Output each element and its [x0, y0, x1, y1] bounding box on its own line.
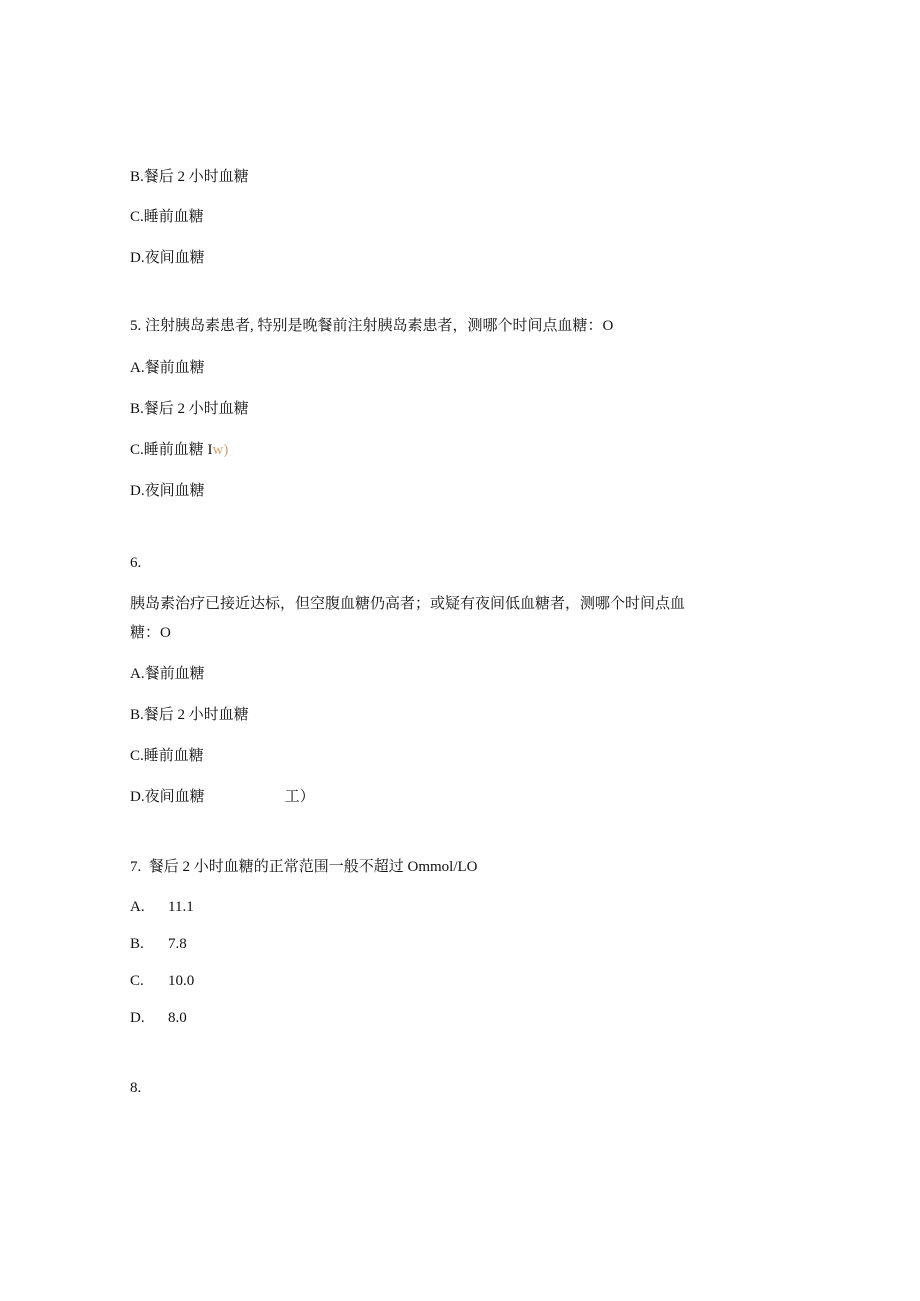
- q7-option-a: [130, 897, 194, 917]
- q5-handwritten-mark: w): [212, 442, 229, 458]
- q5-option-c-text: C.睡前血糖 I: [130, 442, 213, 458]
- q6-stem-line2: 糖：O: [130, 625, 171, 641]
- q7-option-c-value: 10.0: [168, 973, 195, 989]
- q7-option-d-letter: D.: [130, 1010, 145, 1026]
- q6-option-c: C.睡前血糖: [130, 748, 204, 764]
- q7-option-c-letter: C.: [130, 973, 144, 989]
- q7-stem: 7. 餐后 2 小时血糖的正常范围一般不超过 Ommol/LO: [130, 859, 478, 875]
- q5-option-a: A.餐前血糖: [130, 360, 205, 376]
- q6-option-a: A.餐前血糖: [130, 666, 205, 682]
- q7-option-b: [130, 934, 187, 954]
- q6-mark: 工）: [284, 789, 315, 805]
- q6-option-b: B.餐后 2 小时血糖: [130, 707, 249, 723]
- q5-option-c: [130, 440, 228, 460]
- q6-option-d: [130, 787, 315, 807]
- q4-option-b: B.餐后 2 小时血糖: [130, 169, 249, 185]
- q7-option-c: [130, 971, 194, 991]
- q7-option-a-letter: A.: [130, 899, 145, 915]
- q4-option-d: D.夜间血糖: [130, 250, 205, 266]
- q6-number: 6.: [130, 555, 142, 571]
- q7-option-a-value: 11.1: [168, 899, 194, 915]
- q5-option-d: D.夜间血糖: [130, 483, 205, 499]
- q7-option-d-value: 8.0: [168, 1010, 187, 1026]
- q6-option-d-text: D.夜间血糖: [130, 789, 205, 805]
- q7-option-b-letter: B.: [130, 936, 144, 952]
- q5-stem: 5. 注射胰岛素患者, 特别是晚餐前注射胰岛素患者，测哪个时间点血糖：O: [130, 318, 614, 334]
- q5-option-b: B.餐后 2 小时血糖: [130, 401, 249, 417]
- q6-stem-line1: 胰岛素治疗已接近达标，但空腹血糖仍高者；或疑有夜间低血糖者，测哪个时间点血: [130, 596, 686, 612]
- q7-option-b-value: 7.8: [168, 936, 187, 952]
- q7-option-d: [130, 1008, 187, 1028]
- q8-number: 8.: [130, 1080, 142, 1096]
- q4-option-c: C.睡前血糖: [130, 209, 204, 225]
